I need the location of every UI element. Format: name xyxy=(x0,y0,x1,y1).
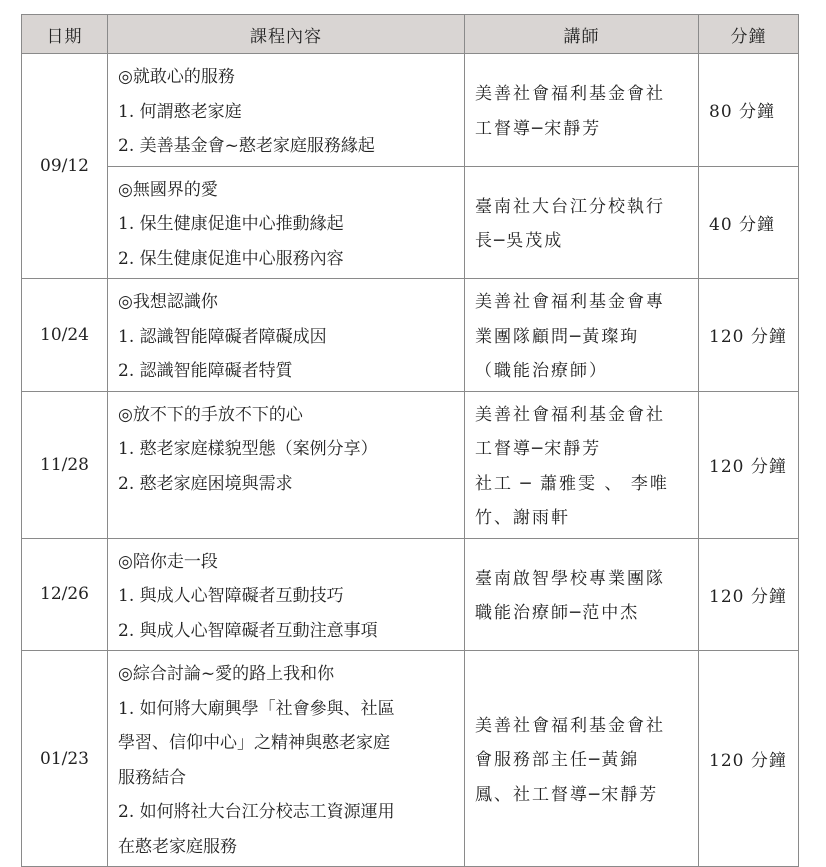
table-row xyxy=(22,538,799,651)
header-minutes: 分鐘 xyxy=(699,15,799,54)
course-title: ◎就敢心的服務 xyxy=(118,67,235,87)
teacher-text: 工督導─宋靜芳 xyxy=(475,439,602,459)
table-row xyxy=(22,166,799,279)
course-item: 2. 與成人心智障礙者互動注意事項 xyxy=(118,620,378,641)
teacher-text: 美善社會福利基金會社 xyxy=(475,404,665,425)
minutes-cell: 120 分鐘 xyxy=(699,651,799,867)
teacher-text: 竹、謝雨軒 xyxy=(475,508,570,528)
content-cell xyxy=(108,279,465,392)
teacher-cell xyxy=(465,651,699,867)
teacher-text: 職能治療師─范中杰 xyxy=(475,603,640,624)
teacher-text: 臺南啟智學校專業團隊 xyxy=(475,568,665,589)
course-title: ◎放不下的手放不下的心 xyxy=(118,404,303,425)
table-row xyxy=(22,54,799,167)
course-item: 1. 何謂憨老家庭 xyxy=(118,101,242,122)
content-cell xyxy=(108,391,465,538)
header-teacher: 講師 xyxy=(465,15,699,54)
course-item: 1. 認識智能障礙者障礙成因 xyxy=(118,326,327,347)
course-title: ◎無國界的愛 xyxy=(118,179,218,200)
teacher-text: 長─吳茂成 xyxy=(475,231,564,252)
course-item: 1. 如何將大廟興學「社會參與、社區 xyxy=(118,698,395,719)
table-row xyxy=(22,651,799,867)
minutes-cell: 120 分鐘 xyxy=(699,279,799,392)
teacher-text: 美善社會福利基金會社 xyxy=(475,84,665,105)
minutes-cell: 80 分鐘 xyxy=(699,54,799,167)
date-cell: 01/23 xyxy=(22,651,108,867)
date-cell: 10/24 xyxy=(22,279,108,392)
course-item: 學習、信仰中心」之精神與憨老家庭 xyxy=(118,733,390,753)
course-title: ◎陪你走一段 xyxy=(118,551,218,572)
teacher-text: 工督導─宋靜芳 xyxy=(475,118,602,139)
teacher-text: 鳳、社工督導─宋靜芳 xyxy=(475,784,659,805)
content-cell xyxy=(108,54,465,167)
course-item: 在憨老家庭服務 xyxy=(118,836,237,857)
date-cell: 11/28 xyxy=(22,391,108,538)
course-title: ◎綜合討論~愛的路上我和你 xyxy=(118,664,335,684)
teacher-cell xyxy=(465,166,699,279)
teacher-text: 社工 ─ 蕭雅雯 、 李唯 xyxy=(475,473,669,494)
teacher-text: 美善社會福利基金會專 xyxy=(475,292,665,312)
teacher-cell xyxy=(465,54,699,167)
teacher-text: 臺南社大台江分校執行 xyxy=(475,196,665,217)
content-cell xyxy=(108,538,465,651)
course-item: 2. 美善基金會~憨老家庭服務緣起 xyxy=(118,136,375,156)
table-row xyxy=(22,279,799,392)
course-item: 1. 憨老家庭樣貌型態（案例分享） xyxy=(118,439,378,459)
date-cell: 09/12 xyxy=(22,54,108,279)
course-item: 1. 與成人心智障礙者互動技巧 xyxy=(118,586,344,606)
teacher-text: 業團隊顧問─黃璨珣 xyxy=(475,326,640,347)
header-date: 日期 xyxy=(22,15,108,54)
course-item: 2. 認識智能障礙者特質 xyxy=(118,361,293,381)
teacher-text: 會服務部主任─黃錦 xyxy=(475,750,640,771)
course-schedule-table xyxy=(21,14,799,867)
content-cell xyxy=(108,651,465,867)
teacher-text: 美善社會福利基金會社 xyxy=(475,715,665,736)
table-header-row xyxy=(22,15,799,54)
course-item: 2. 如何將社大台江分校志工資源運用 xyxy=(118,802,395,822)
teacher-cell xyxy=(465,391,699,538)
teacher-cell xyxy=(465,279,699,392)
minutes-cell: 120 分鐘 xyxy=(699,538,799,651)
teacher-text: （職能治療師） xyxy=(475,361,608,381)
date-cell: 12/26 xyxy=(22,538,108,651)
course-item: 服務結合 xyxy=(118,767,186,788)
minutes-cell: 40 分鐘 xyxy=(699,166,799,279)
course-item: 1. 保生健康促進中心推動緣起 xyxy=(118,214,344,234)
content-cell xyxy=(108,166,465,279)
course-title: ◎我想認識你 xyxy=(118,292,218,312)
teacher-cell xyxy=(465,538,699,651)
course-item: 2. 憨老家庭困境與需求 xyxy=(118,473,293,494)
header-content: 課程內容 xyxy=(108,15,465,54)
course-item: 2. 保生健康促進中心服務內容 xyxy=(118,248,344,269)
minutes-cell: 120 分鐘 xyxy=(699,391,799,538)
table-row xyxy=(22,391,799,538)
